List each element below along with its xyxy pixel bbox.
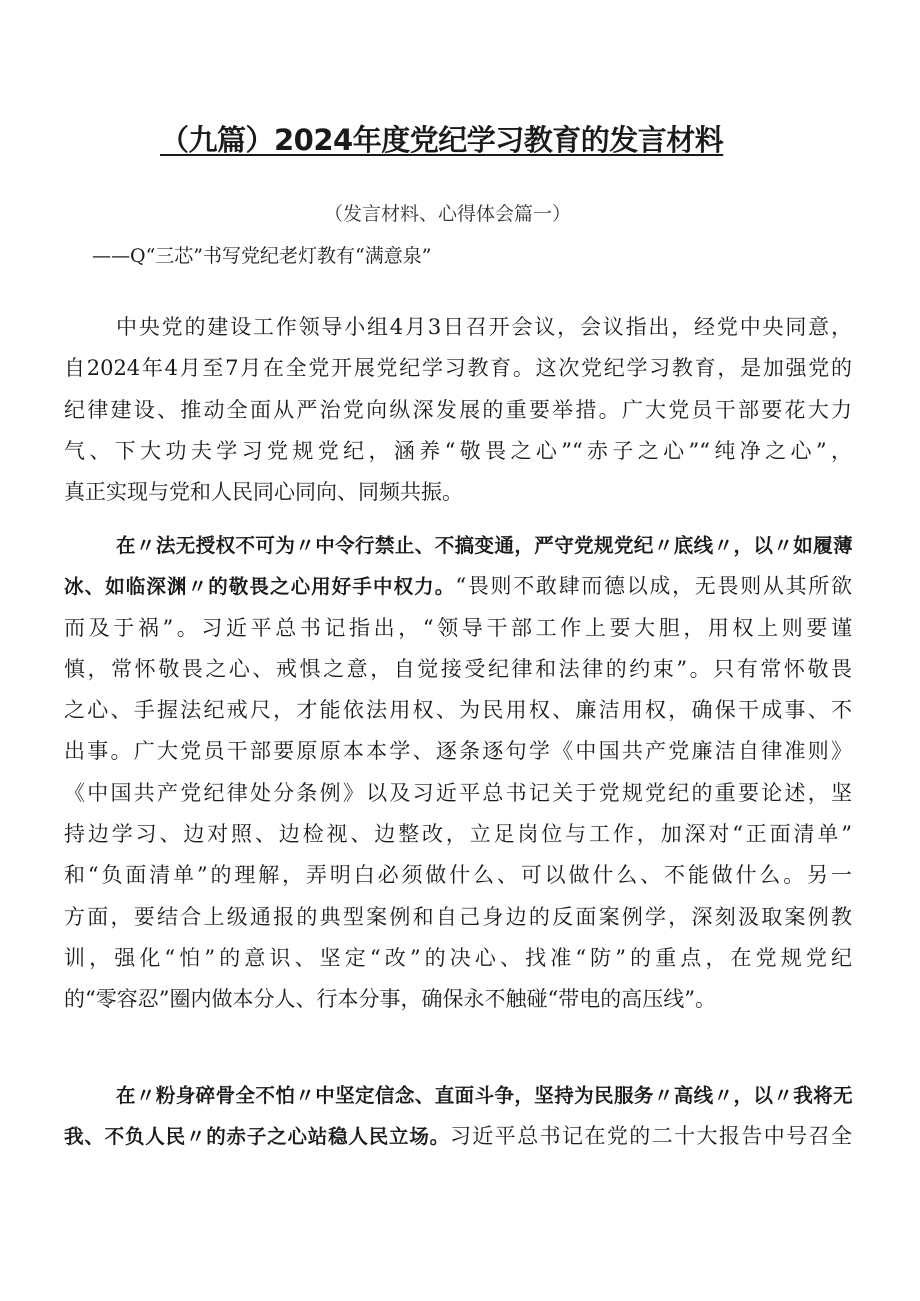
document-subheading: ——Q“三芯”书写党纪老灯教有“满意泉” [92, 245, 432, 267]
paragraph-heading-line: 在〃法无授权不可为〃中令行禁止、不搞变通，严守党规党纪〃底线〃，以〃如履薄 [116, 534, 852, 557]
paragraph-1 [64, 307, 852, 513]
paragraph-2 [64, 525, 852, 1021]
document-subtitle: （发言材料、心得体会篇一） [324, 203, 572, 225]
paragraph-line: 的“零容忍”圈内做本分人、行本分事，确保永不触碰“带电的高压线”。 [64, 987, 716, 1012]
paragraph-line-mixed [64, 566, 852, 607]
paragraph-line: 中央党的建设工作领导小组4月3日召开会议，会议指出，经党中央同意， [116, 315, 852, 339]
paragraph-line: 真正实现与党和人民同心同向、同频共振。 [64, 480, 463, 505]
paragraph-line: 自2024年4月至7月在全党开展党纪学习教育。这次党纪学习教育，是加强党的 [64, 356, 852, 381]
paragraph-line: 而及于祸”。习近平总书记指出，“领导干部工作上要大胆，用权上则要谨 [64, 615, 852, 640]
document-title: （九篇）2024年度党纪学习教育的发言材料 [160, 123, 724, 157]
paragraph-line: 《中国共产党纪律处分条例》以及习近平总书记关于党规党纪的重要论述，坚 [64, 780, 852, 805]
paragraph-3 [64, 1075, 852, 1158]
paragraph-line: 和“负面清单”的理解，弄明白必须做什么、可以做什么、不能做什么。另一 [64, 863, 852, 888]
paragraph-line-mixed [64, 1116, 852, 1157]
paragraph-line: 持边学习、边对照、边检视、边整改，立足岗位与工作，加深对“正面清单” [64, 822, 852, 847]
paragraph-line: 方面，要结合上级通报的典型案例和自己身边的反面案例学，深刻汲取案例教 [64, 904, 852, 929]
paragraph-line: 之心、手握法纪戒尺，才能依法用权、为民用权、廉洁用权，确保干成事、不 [64, 698, 852, 723]
paragraph-line-rest: 习近平总书记在党的二十大报告中号召全 [449, 1124, 852, 1149]
paragraph-line: 训，强化“怕”的意识、坚定“改”的决心、找准“防”的重点，在党规党纪 [64, 945, 852, 970]
paragraph-line: 纪律建设、推动全面从严治党向纵深发展的重要举措。广大党员干部要花大力 [64, 397, 852, 422]
paragraph-heading-line: 在〃粉身碎骨全不怕〃中坚定信念、直面斗争，坚持为民服务〃高线〃，以〃我将无 [116, 1084, 852, 1107]
paragraph-heading-tail: 冰、如临深渊〃的敬畏之心用好手中权力。 [64, 575, 456, 599]
paragraph-line-rest: “畏则不敢肆而德以成，无畏则从其所欲 [455, 574, 852, 599]
paragraph-line: 气、下大功夫学习党规党纪，涵养“敬畏之心”“赤子之心”“纯净之心”， [64, 438, 852, 463]
paragraph-line: 慎，常怀敬畏之心、戒惧之意，自觉接受纪律和法律的约束”。只有常怀敬畏 [64, 656, 852, 681]
paragraph-line: 出事。广大党员干部要原原本本学、逐条逐句学《中国共产党廉洁自律准则》 [64, 739, 852, 764]
paragraph-heading-tail: 我、不负人民〃的赤子之心站稳人民立场。 [64, 1125, 450, 1149]
